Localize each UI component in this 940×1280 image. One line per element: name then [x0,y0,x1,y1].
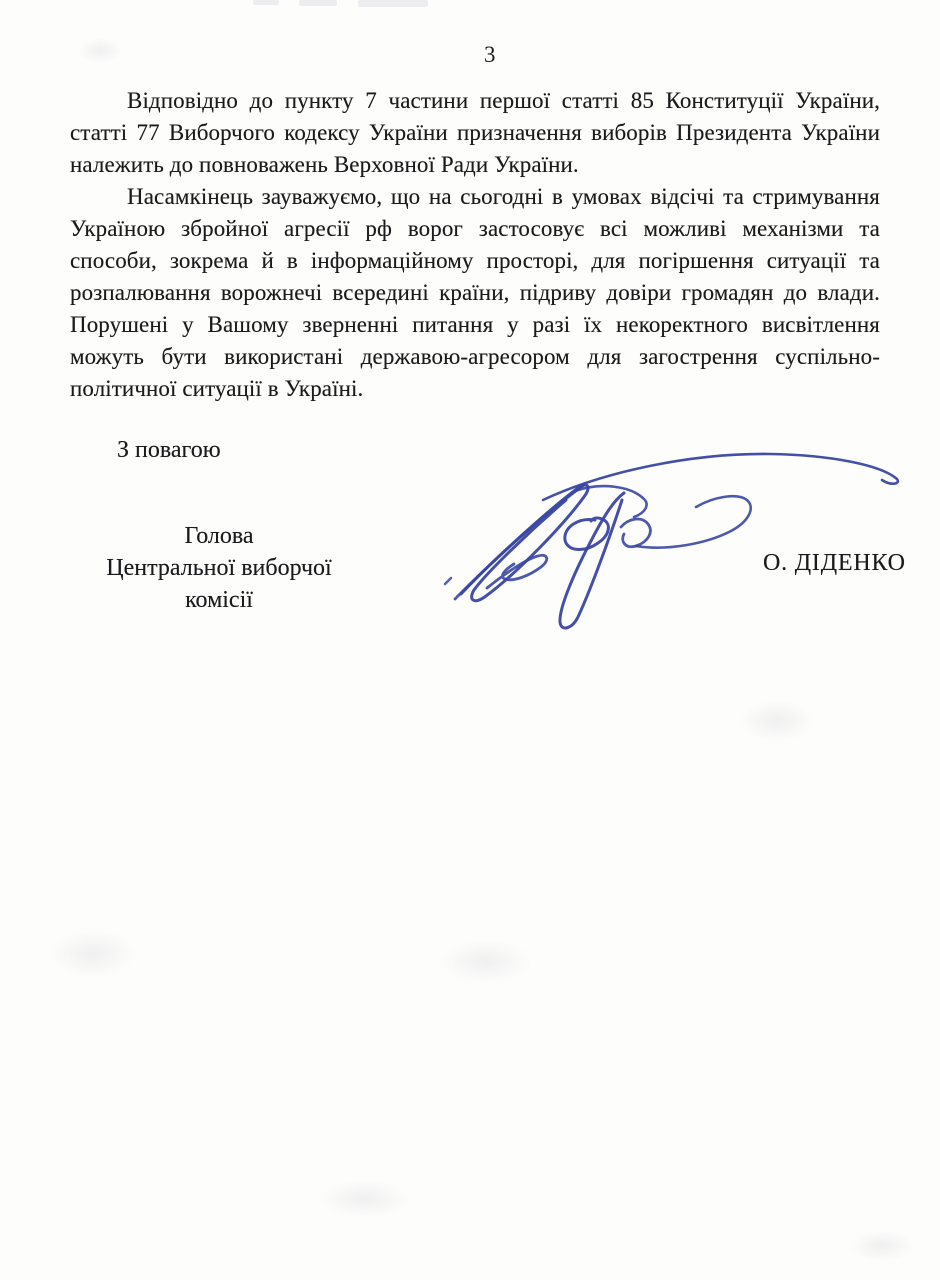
letter-body [70,85,880,405]
scan-smudge [740,700,814,742]
scan-smudge [440,940,532,984]
scan-artifact [358,0,428,7]
page-number: 3 [484,42,496,67]
letter-paragraph [70,181,880,405]
letter-line: Насамкінець зауважуємо, що на сьогодні в умовах відсічі та стримування [127,184,880,209]
scan-smudge [50,930,136,978]
scan-artifact [253,0,279,5]
signer-name: О. ДІДЕНКО [763,550,906,576]
scan-smudge [320,1180,410,1218]
scan-smudge [850,1230,914,1262]
closing-salutation: З повагою [117,437,221,463]
letter-line: належить до повноважень Верховної Ради України. [70,152,579,177]
signer-title-line1: Голова [184,523,254,549]
letter-line: Україною збройної агресії рф ворог застосовує всі можливі механізми та [70,216,880,241]
signer-title-line2: Центральної виборчої комісії [106,555,332,613]
letter-line: політичної ситуації в Україні. [70,376,364,401]
scan-artifact [299,0,337,6]
letter-line: Відповідно до пункту 7 частини першої статті 85 Конституції України, [127,88,880,113]
letter-line: Порушені у Вашому зверненні питання у разі їх некоректного висвітлення [70,312,880,337]
letter-line: розпалювання ворожнечі всередині країни, підриву довіри громадян до влади. [70,280,880,305]
letter-line: статті 77 Виборчого кодексу України призначення виборів Президента України [70,120,880,145]
signer-title [70,520,368,616]
letter-line: способи, зокрема й в інформаційному просторі, для погіршення ситуації та [70,248,880,273]
letter-line: можуть бути використані державою-агресором для загострення суспільно- [70,344,880,369]
letter-paragraph [70,85,880,181]
